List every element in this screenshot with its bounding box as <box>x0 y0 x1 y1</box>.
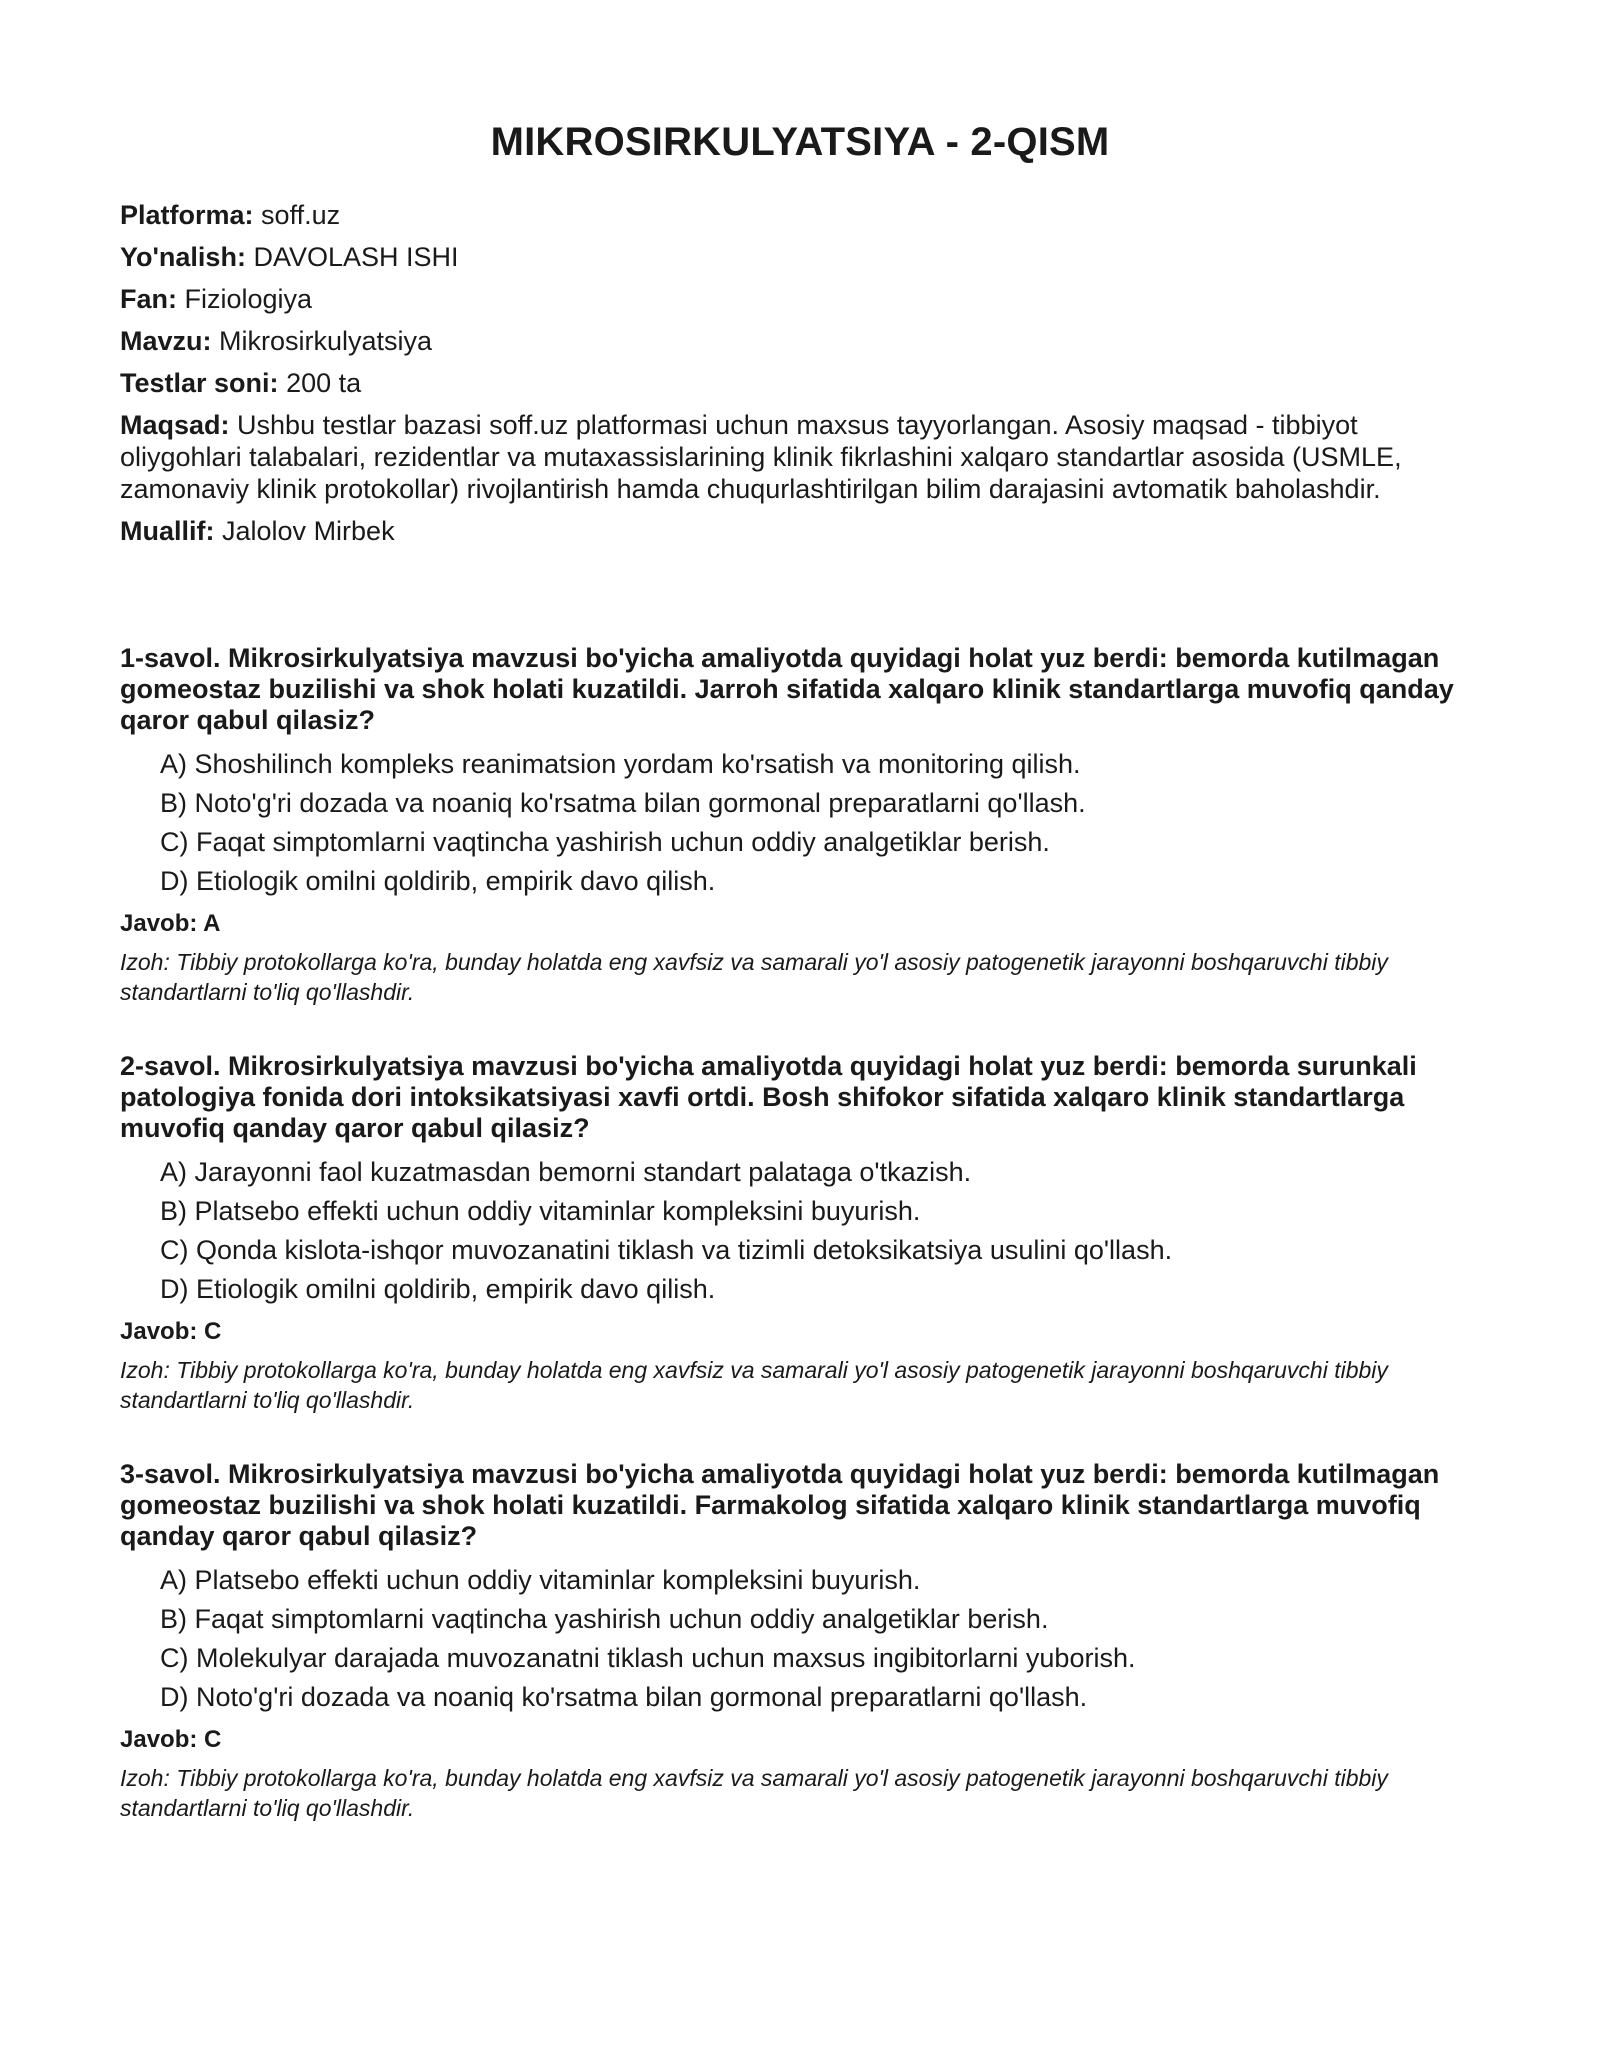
meta-value: soff.uz <box>261 200 341 230</box>
meta-fan <box>120 283 1480 315</box>
option-d: D) Etiologik omilni qoldirib, empirik davo qilish. <box>160 1274 716 1304</box>
explanation-text: Izoh: Tibbiy protokollarga ko'ra, bunday holatda eng xavfsiz va samarali yo'l asosiy patogenetik jarayonni boshqaruvchi tibbiy standartlarni to'liq qo'llashdir. <box>120 1765 1388 1821</box>
option-c: C) Qonda kislota-ishqor muvozanatini tiklash va tizimli detoksikatsiya usulini qo'llash. <box>160 1235 1173 1265</box>
meta-key: Mavzu: <box>120 326 212 356</box>
answer-label: Javob: C <box>120 1318 222 1345</box>
explanation-text: Izoh: Tibbiy protokollarga ko'ra, bunday holatda eng xavfsiz va samarali yo'l asosiy patogenetik jarayonni boshqaruvchi tibbiy standartlarni to'liq qo'llashdir. <box>120 949 1388 1005</box>
meta-key: Maqsad: <box>120 410 230 440</box>
meta-maqsad <box>120 409 1480 505</box>
explanation-text: Izoh: Tibbiy protokollarga ko'ra, bunday holatda eng xavfsiz va samarali yo'l asosiy patogenetik jarayonni boshqaruvchi tibbiy standartlarni to'liq qo'llashdir. <box>120 1357 1388 1413</box>
option-b: B) Platsebo effekti uchun oddiy vitaminlar kompleksini buyurish. <box>160 1196 921 1226</box>
answer-label: Javob: A <box>120 910 221 937</box>
meta-muallif <box>120 515 1480 547</box>
option-a: A) Shoshilinch kompleks reanimatsion yordam ko'rsatish va monitoring qilish. <box>160 749 1081 779</box>
option-d: D) Etiologik omilni qoldirib, empirik davo qilish. <box>160 866 716 896</box>
meta-value: Ushbu testlar bazasi soff.uz platformasi uchun maxsus tayyorlangan. Asosiy maqsad - tibbiyot oliygohlari talabalari, rezidentlar va mutaxassislarining klinik fikrlashini xalqaro standartlar asosida (USMLE, zamonaviy klinik protokollar) rivojlantirish hamda chuqurlashtirilgan bilim darajasini avtomatik baholashdir. <box>120 410 1402 504</box>
meta-key: Platforma: <box>120 200 254 230</box>
option-c: C) Faqat simptomlarni vaqtincha yashirish uchun oddiy analgetiklar berish. <box>160 827 1050 857</box>
meta-key: Fan: <box>120 284 177 314</box>
meta-value: Mikrosirkulyatsiya <box>219 326 433 356</box>
question-1 <box>120 643 1480 1007</box>
meta-key: Muallif: <box>120 516 215 546</box>
answer-label: Javob: C <box>120 1726 222 1753</box>
meta-mavzu <box>120 325 1480 357</box>
option-a: A) Jarayonni faol kuzatmasdan bemorni standart palataga o'tkazish. <box>160 1157 972 1187</box>
question-text: 3-savol. Mikrosirkulyatsiya mavzusi bo'yicha amaliyotda quyidagi holat yuz berdi: bemorda kutilmagan gomeostaz buzilishi va shok holati kuzatildi. Farmakolog sifatida xalqaro klinik standartlarga muvofiq qanday qaror qabul qilasiz? <box>120 1459 1440 1551</box>
option-d: D) Noto'g'ri dozada va noaniq ko'rsatma bilan gormonal preparatlarni qo'llash. <box>160 1682 1088 1712</box>
question-text: 1-savol. Mikrosirkulyatsiya mavzusi bo'yicha amaliyotda quyidagi holat yuz berdi: bemorda kutilmagan gomeostaz buzilishi va shok holati kuzatildi. Jarroh sifatida xalqaro klinik standartlarga muvofiq qanday qaror qabul qilasiz? <box>120 643 1454 735</box>
page-title: MIKROSIRKULYATSIYA - 2-QISM <box>490 120 1110 164</box>
meta-section <box>120 199 1480 547</box>
question-text: 2-savol. Mikrosirkulyatsiya mavzusi bo'yicha amaliyotda quyidagi holat yuz berdi: bemorda surunkali patologiya fonida dori intoksikatsiyasi xavfi ortdi. Bosh shifokor sifatida xalqaro klinik standartlarga muvofiq qanday qaror qabul qilasiz? <box>120 1051 1417 1143</box>
meta-value: DAVOLASH ISHI <box>253 242 459 272</box>
meta-key: Yo'nalish: <box>120 242 246 272</box>
meta-value: Jalolov Mirbek <box>222 516 395 546</box>
option-b: B) Noto'g'ri dozada va noaniq ko'rsatma bilan gormonal preparatlarni qo'llash. <box>160 788 1086 818</box>
meta-key: Testlar soni: <box>120 368 279 398</box>
meta-testlar-soni <box>120 367 1480 399</box>
option-c: C) Molekulyar darajada muvozanatni tiklash uchun maxsus ingibitorlarni yuborish. <box>160 1643 1136 1673</box>
meta-value: Fiziologiya <box>184 284 313 314</box>
option-b: B) Faqat simptomlarni vaqtincha yashirish uchun oddiy analgetiklar berish. <box>160 1604 1049 1634</box>
meta-yonalish <box>120 241 1480 273</box>
section-spacer <box>120 557 1480 643</box>
option-a: A) Platsebo effekti uchun oddiy vitaminlar kompleksini buyurish. <box>160 1565 921 1595</box>
meta-value: 200 ta <box>286 368 362 398</box>
question-3 <box>120 1459 1480 1823</box>
meta-platforma <box>120 199 1480 231</box>
question-2 <box>120 1051 1480 1415</box>
